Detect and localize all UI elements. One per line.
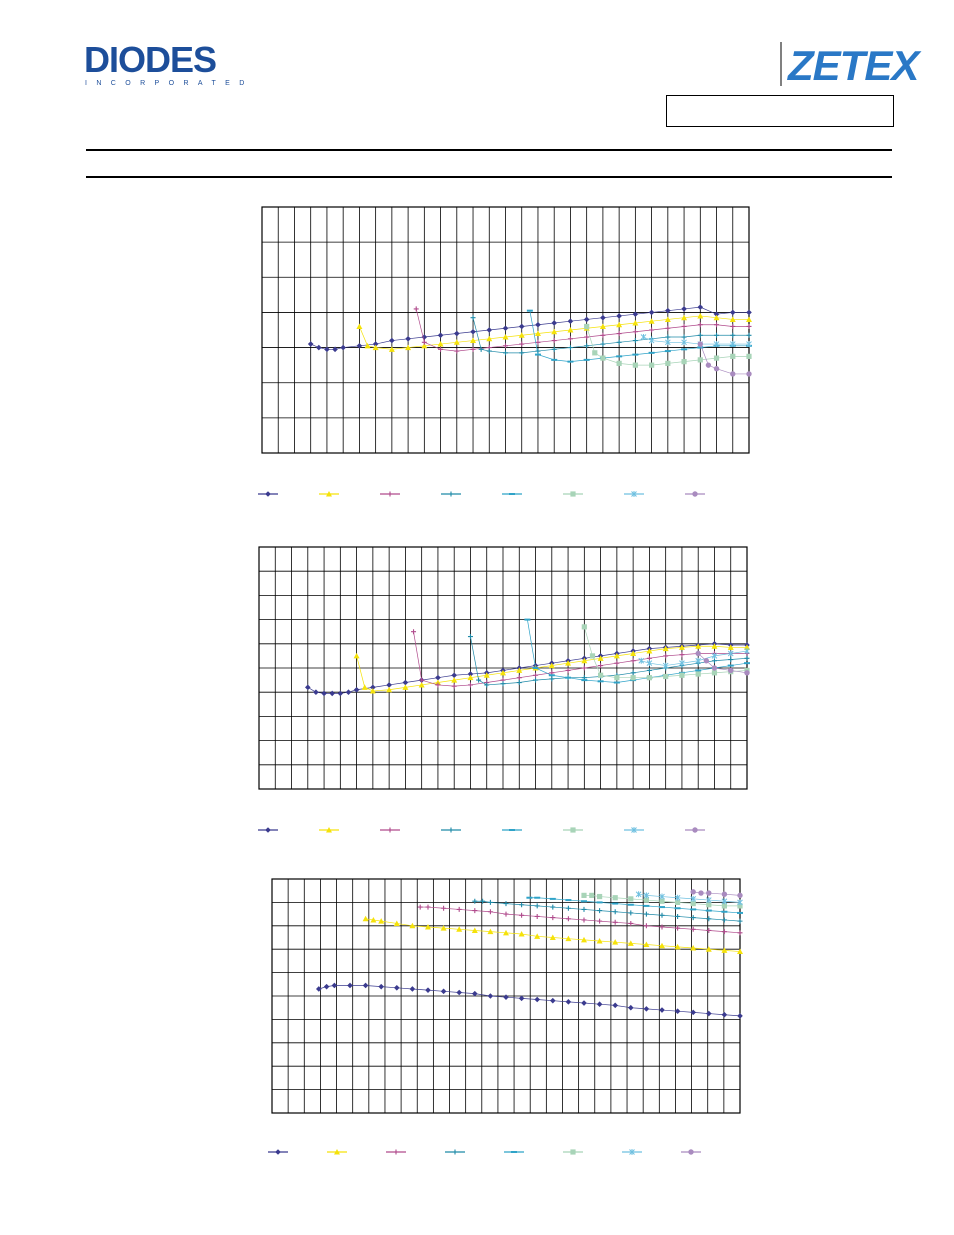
- series-5-point: [721, 911, 727, 913]
- series-5-point: [737, 912, 743, 914]
- legend-item-8: [685, 491, 705, 496]
- legend-swatch-marker: [509, 829, 515, 831]
- series-5-point: [526, 897, 532, 899]
- series-8-point: [722, 892, 727, 897]
- diodes-logo-sublabel: INCORPORATED: [85, 80, 254, 87]
- series-8-point: [698, 890, 703, 895]
- chart-3: [272, 879, 740, 1113]
- legend-item-2: [327, 1149, 347, 1155]
- legend-swatch-marker: [388, 492, 393, 497]
- legend-item-3: [380, 828, 400, 833]
- series-8-point: [712, 665, 717, 670]
- series-6-point: [600, 356, 605, 361]
- series-5-point: [534, 897, 540, 899]
- header-rule-bottom: [86, 176, 892, 178]
- series-5-point: [616, 355, 622, 357]
- series-6-point: [681, 359, 686, 364]
- legend-item-7: [622, 1149, 642, 1155]
- series-6-point: [597, 894, 602, 899]
- series-5-point: [584, 359, 590, 361]
- legend-item-2: [319, 491, 339, 497]
- series-6-point: [582, 624, 587, 629]
- legend-swatch-marker: [692, 491, 697, 496]
- series-6-point: [696, 671, 701, 676]
- series-5-point: [567, 361, 573, 363]
- legend-swatch-marker: [449, 828, 454, 833]
- series-8-point: [728, 668, 733, 673]
- series-5-point: [665, 350, 671, 352]
- series-5-point: [581, 679, 587, 681]
- series-5-point: [549, 674, 555, 676]
- series-6-point: [590, 653, 595, 658]
- series-5-point: [598, 680, 604, 682]
- series-5-point: [565, 899, 571, 901]
- legend-item-4: [441, 492, 461, 497]
- series-6-point: [628, 896, 633, 901]
- legend-item-2: [319, 827, 339, 833]
- legend-swatch-marker: [449, 492, 454, 497]
- series-6-point: [581, 893, 586, 898]
- series-5-point: [690, 908, 696, 910]
- legend-item-5: [504, 1151, 524, 1153]
- legend-swatch-marker: [511, 1151, 517, 1153]
- series-6-point: [617, 361, 622, 366]
- series-5-point: [581, 900, 587, 902]
- series-8-point: [730, 371, 735, 376]
- series-6-point: [663, 674, 668, 679]
- legend-item-3: [380, 492, 400, 497]
- legend-item-3: [386, 1150, 406, 1155]
- series-5-point: [744, 662, 750, 664]
- legend-item-4: [441, 828, 461, 833]
- series-5-point: [524, 619, 530, 621]
- series-8-point: [706, 890, 711, 895]
- series-8-point: [706, 362, 711, 367]
- series-8-point: [698, 341, 703, 346]
- series-5-point: [597, 901, 603, 903]
- series-8-point: [691, 889, 696, 894]
- series-6-point: [712, 670, 717, 675]
- series-6-point: [614, 675, 619, 680]
- series-5-point: [533, 667, 539, 669]
- legend-item-5: [502, 493, 522, 495]
- series-5-point: [535, 354, 541, 356]
- series-5-point: [659, 906, 665, 908]
- legend-swatch-marker: [275, 1149, 281, 1155]
- series-6-point: [647, 675, 652, 680]
- series-5-point: [551, 359, 557, 361]
- legend-item-7: [624, 827, 644, 833]
- part-number-box: [666, 95, 894, 127]
- chart-1: [262, 207, 749, 453]
- series-8-point: [704, 658, 709, 663]
- series-5-point: [614, 682, 620, 684]
- series-6-point: [746, 354, 751, 359]
- series-5-point: [612, 903, 618, 905]
- legend-item-1: [258, 491, 278, 497]
- series-5-point: [643, 905, 649, 907]
- legend-swatch-marker: [265, 827, 271, 833]
- series-6-point: [665, 361, 670, 366]
- legend-swatch-marker: [570, 827, 575, 832]
- series-6-point: [598, 673, 603, 678]
- series-5-point: [728, 665, 734, 667]
- chart-3-legend: [260, 1142, 720, 1162]
- chart-2: [259, 547, 747, 789]
- legend-swatch-marker: [388, 828, 393, 833]
- series-6-point: [698, 357, 703, 362]
- series-8-point: [696, 651, 701, 656]
- legend-item-4: [445, 1150, 465, 1155]
- legend-item-1: [268, 1149, 288, 1155]
- series-5-point: [675, 907, 681, 909]
- series-8-point: [737, 893, 742, 898]
- legend-swatch-marker: [570, 1149, 575, 1154]
- zetex-logo: [778, 40, 919, 89]
- legend-item-6: [563, 491, 583, 496]
- legend-swatch-marker: [394, 1150, 399, 1155]
- zetex-logo-text: ZETEX: [788, 42, 919, 89]
- legend-item-5: [502, 829, 522, 831]
- series-6-point: [679, 673, 684, 678]
- diodes-logo-text: DIODES: [84, 39, 217, 80]
- legend-swatch-marker: [692, 827, 697, 832]
- chart-1-legend: [250, 484, 730, 504]
- series-5-point: [527, 310, 533, 312]
- series-8-point: [746, 371, 751, 376]
- legend-item-8: [681, 1149, 701, 1154]
- series-6-point: [589, 893, 594, 898]
- series-5-point: [628, 904, 634, 906]
- legend-item-6: [563, 1149, 583, 1154]
- series-5-point: [695, 669, 701, 671]
- legend-item-7: [624, 491, 644, 497]
- legend-item-1: [258, 827, 278, 833]
- series-8-point: [714, 366, 719, 371]
- series-6-point: [592, 350, 597, 355]
- series-5-point: [706, 910, 712, 912]
- series-5-point: [681, 348, 687, 350]
- series-6-point: [633, 363, 638, 368]
- legend-swatch-marker: [265, 491, 271, 497]
- series-6-point: [649, 363, 654, 368]
- series-6-point: [730, 354, 735, 359]
- legend-swatch-marker: [453, 1150, 458, 1155]
- series-5-point: [649, 352, 655, 354]
- legend-swatch-marker: [688, 1149, 693, 1154]
- legend-item-6: [563, 827, 583, 832]
- series-8-point: [744, 670, 749, 675]
- series-5-point: [550, 898, 556, 900]
- header-rule-top: [86, 149, 892, 151]
- legend-swatch-marker: [509, 493, 515, 495]
- series-6-point: [613, 895, 618, 900]
- series-6-point: [584, 324, 589, 329]
- legend-swatch-marker: [570, 491, 575, 496]
- legend-item-8: [685, 827, 705, 832]
- series-5-point: [565, 677, 571, 679]
- diodes-logo: [84, 39, 254, 88]
- series-6-point: [714, 356, 719, 361]
- series-5-point: [632, 354, 638, 356]
- chart-2-legend: [250, 820, 730, 840]
- series-6-point: [631, 675, 636, 680]
